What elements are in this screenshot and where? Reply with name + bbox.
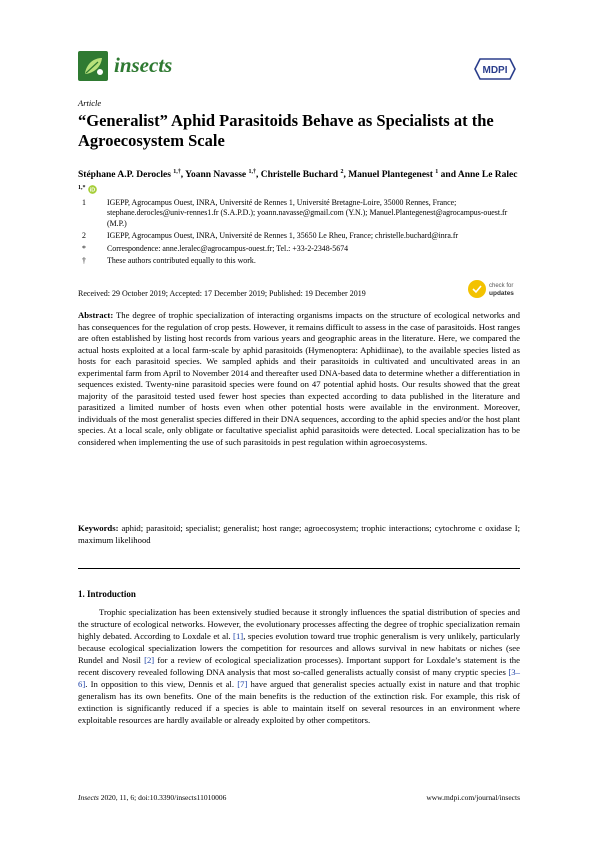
mdpi-label: MDPI xyxy=(482,65,508,76)
svg-text:iD: iD xyxy=(89,187,96,194)
mdpi-logo xyxy=(474,58,516,80)
article-type: Article xyxy=(78,98,102,108)
affiliation-mark: 2 xyxy=(82,231,86,241)
author-list: Stéphane A.P. Derocles $^{1,\dagger}$, Yoann Navasse $^{1,\dagger}$, Christelle Buchard $^2$, Manuel Plantegenest $^1$ and Anne Le Ralec $^{1,*}$ iD xyxy=(78,169,518,194)
abstract-label: Abstract: xyxy=(78,310,114,320)
intro-text-5: have argued that generalist species actually exist in nature and that trophic generalism has its own benefits. One of the main benefits is the reduction of the extinction risk. For example, this risk of extinction is significantly reduced if a species is able to maintain itself on several resources in an environment where exploitable resources are hardly available or already exploited by other competitors. xyxy=(78,679,520,726)
footer-doi: 2020, 11, 6; doi:10.3390/insects11010006 xyxy=(100,793,227,802)
footer-journal: Insects xyxy=(78,793,99,802)
publication-dates: Received: 29 October 2019; Accepted: 17 December 2019; Published: 19 December 2019 xyxy=(78,289,366,298)
leaf-insect-icon xyxy=(78,51,108,81)
citation-link[interactable]: [7] xyxy=(237,679,248,690)
affiliation-mark: 1 xyxy=(82,198,86,207)
correspondence-text: Correspondence: anne.leralec@agrocampus-ouest.fr; Tel.: +33-2-2348-5674 xyxy=(107,243,349,253)
citation-link[interactable]: [1] xyxy=(233,631,244,642)
intro-text-2: , species evolution toward true trophic generalism is very unlikely, particularly because ecological specialization lowers the competition for resources and allows survival in new habitats or niches (see Rundel and Nosil xyxy=(78,631,520,666)
intro-text-1: Trophic specialization has been extensively studied because it strongly influences the spatial distribution of species and the structure of ecological networks. However, the evolutionary processes affecting the degree of trophic specialization remain highly debated. According to Loxdale et al. xyxy=(78,607,520,642)
intro-text-4: . In opposition to this view, Dennis et al. xyxy=(85,679,238,690)
citation-link[interactable]: [3–6] xyxy=(78,667,520,690)
section-heading: 1. Introduction xyxy=(78,589,136,599)
equal-contribution-note: These authors contributed equally to this work. xyxy=(107,256,256,266)
check-updates-line2: updates xyxy=(489,290,514,297)
check-updates-line1: check for xyxy=(489,283,514,289)
affiliation-item xyxy=(78,256,528,266)
footer-url[interactable]: www.mdpi.com/journal/insects xyxy=(426,793,520,802)
citation-link[interactable]: [2] xyxy=(144,655,155,666)
keywords xyxy=(78,523,520,546)
affiliation-item xyxy=(78,231,528,241)
abstract-text: The degree of trophic specialization of interacting organisms impacts on the structure of ecological networks and has consequences for the regulation of crop pests. However, it remains difficult to assess in the case of parasitoids. Host ranges are often established by listing host records from various years and geographic areas in the literature. Here, we compared the actual hosts exploited at a local farm-scale by aphid parasitoids (Hymenoptera: Aphidiinae), to the available species listed as hosts for each parasitoid species. We sampled aphids and their parasitoids in cultivated and uncultivated areas in an experimental farm from April to November 2014 and thereafter used DNA-based data to determine whether a differentiation in sequences existed. Twenty-nine parasitoid species were found on 47 potential aphid hosts. Our results showed that the great majority of the parasitoid tested used fewer host species than expected according to data published in the literature and parasitized a limited number of hosts even when other potential hosts were available in the environment. Moreover, individuals of the most generalist species differed in their DNA sequences, according to the aphid species and/or the host plant species. At a local scale, only obligate or facultative specialist aphid parasitoids were detected. Local specialization has to be considered when implementing the use of such parasitoids in pest regulation within agroecosystems. xyxy=(78,310,520,448)
orcid-icon[interactable] xyxy=(88,185,97,194)
affiliation-mark: † xyxy=(82,256,86,266)
introduction-paragraph xyxy=(78,606,520,726)
affiliation-item xyxy=(78,244,528,254)
intro-text-3: for a review of ecological specialization processes). Important support for Loxdale’s statement is the recent discovery revealed following DNA analysis that most so-called generalists actually consist of many cryptic species xyxy=(78,655,521,678)
journal-logo-icon xyxy=(78,51,108,81)
check-for-updates-badge[interactable] xyxy=(467,278,521,300)
section-divider xyxy=(78,568,520,569)
affiliation-mark: * xyxy=(82,243,86,253)
footer-citation xyxy=(78,793,226,802)
keywords-label: Keywords: xyxy=(78,523,119,533)
affiliation-text: IGEPP, Agrocampus Ouest, INRA, Université de Rennes 1, 35650 Le Rheu, France; christelle.buchard@inra.fr xyxy=(107,231,459,241)
affiliations xyxy=(78,198,528,266)
paper-title: “Generalist” Aphid Parasitoids Behave as Specialists at the Agroecosystem Scale xyxy=(78,111,494,150)
abstract xyxy=(78,310,520,449)
check-updates-icon xyxy=(468,280,486,298)
journal-name: insects xyxy=(114,53,173,77)
keywords-text: aphid; parasitoid; specialist; generalist; host range; agroecosystem; trophic interactions; cytochrome c oxidase I; maximum likelihood xyxy=(78,523,521,545)
affiliation-item xyxy=(78,198,528,229)
affiliation-text: IGEPP, Agrocampus Ouest, INRA, Université de Rennes 1, Université Bretagne-Loire, 35000 Rennes, France; stephane.derocles@univ-rennes1.fr (S.A.P.D.); yoann.navasse@gmail.com (Y.N.); Manuel.Plantegenest@agrocampus-ouest.fr (M.P.) xyxy=(107,198,508,228)
